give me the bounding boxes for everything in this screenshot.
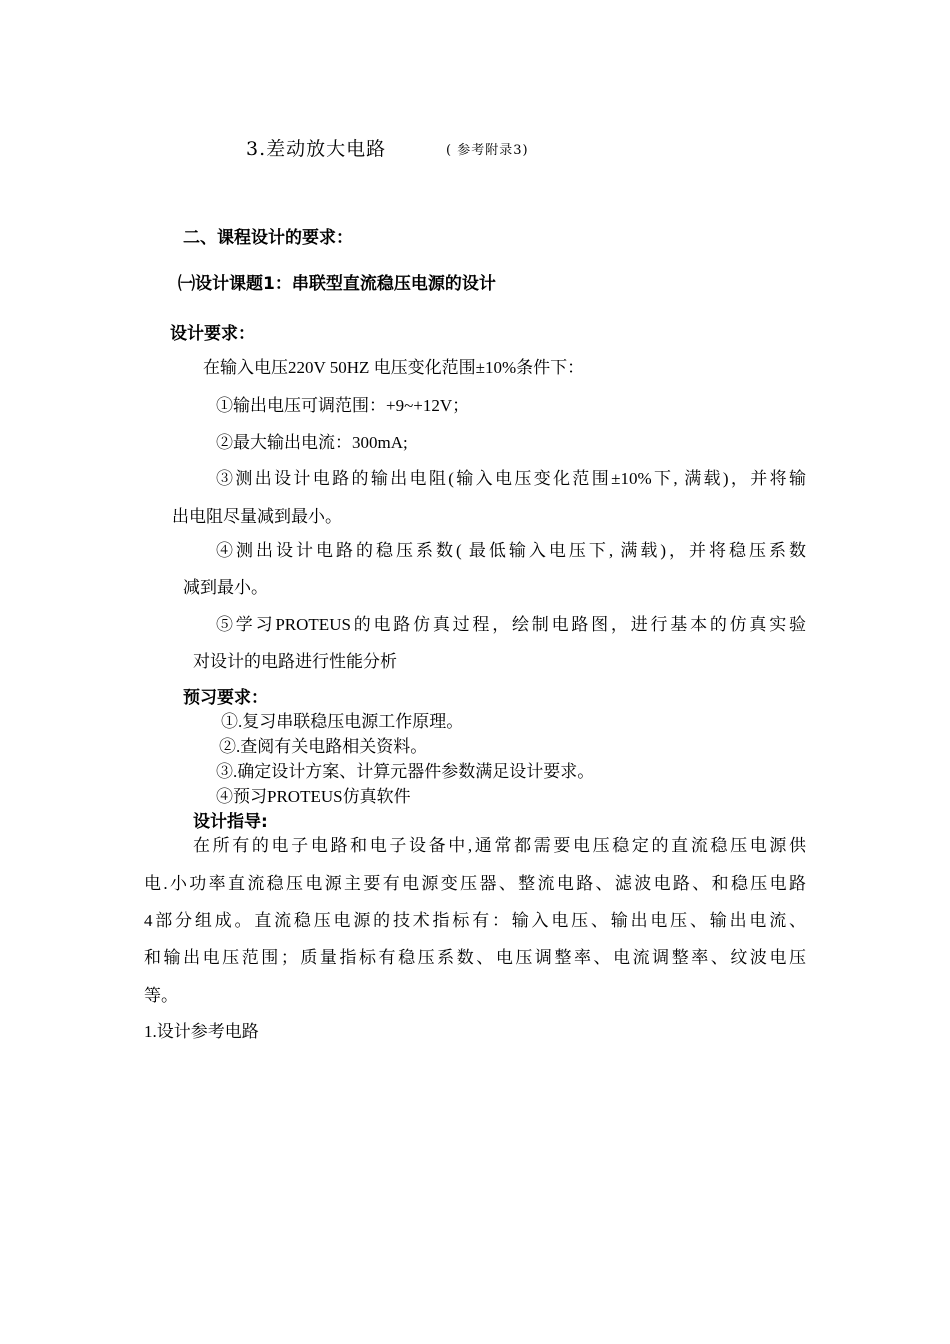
design-req-item-2: ②最大输出电流：300mA; [216,433,408,452]
guide-paragraph-line-2: 电.小功率直流稳压电源主要有电源变压器、整流电路、滤波电路、和稳压电路 [144,874,806,893]
preview-req-item-3: ③.确定设计方案、计算元器件参数满足设计要求。 [216,762,595,781]
guide-paragraph-line-4: 和输出电压范围；质量指标有稳压系数、电压调整率、电流调整率、纹波电压 [144,948,806,967]
design-req-item-4: ④测出设计电路的稳压系数( 最低输入电压下, 满载)，并将稳压系数 [216,541,806,560]
design-req-item-3-cont: 出电阻尽量减到最小。 [172,507,342,526]
guide-paragraph-line-5: 等。 [144,986,178,1005]
design-req-item-4-cont: 减到最小。 [183,578,268,597]
guide-paragraph-line-3: 4部分组成。直流稳压电源的技术指标有：输入电压、输出电压、输出电流、 [144,911,806,930]
design-guide-label: 设计指导: [193,812,268,832]
guide-paragraph-line-1: 在所有的电子电路和电子设备中,通常都需要电压稳定的直流稳压电源供 [193,836,806,855]
design-req-item-5: ⑤学习PROTEUS的电路仿真过程，绘制电路图，进行基本的仿真实验 [216,615,806,634]
design-req-item-1: ①输出电压可调范围：+9~+12V； [216,396,470,415]
preview-req-item-2: ②.查阅有关电路相关资料。 [219,737,428,756]
design-req-item-5-cont: 对设计的电路进行性能分析 [193,652,397,671]
preview-req-item-1: ①.复习串联稳压电源工作原理。 [221,712,464,731]
preview-requirements-label: 预习要求： [183,688,268,708]
topic-title: ㈠设计课题1：串联型直流稳压电源的设计 [178,274,496,294]
design-req-intro: 在输入电压220V 50HZ 电压变化范围±10%条件下： [203,358,585,377]
design-requirements-label: 设计要求： [170,324,255,344]
reference-circuit-heading: 1.设计参考电路 [144,1022,259,1041]
heading-appendix-reference: ( 参考附录3) [446,143,529,158]
section-title: 二、课程设计的要求： [183,228,353,248]
preview-req-item-4: ④预习PROTEUS仿真软件 [216,787,411,806]
design-req-item-3: ③测出设计电路的输出电阻(输入电压变化范围±10%下, 满载)，并将输 [216,469,806,488]
heading-differential-amplifier: 3.差动放大电路 [246,138,387,160]
